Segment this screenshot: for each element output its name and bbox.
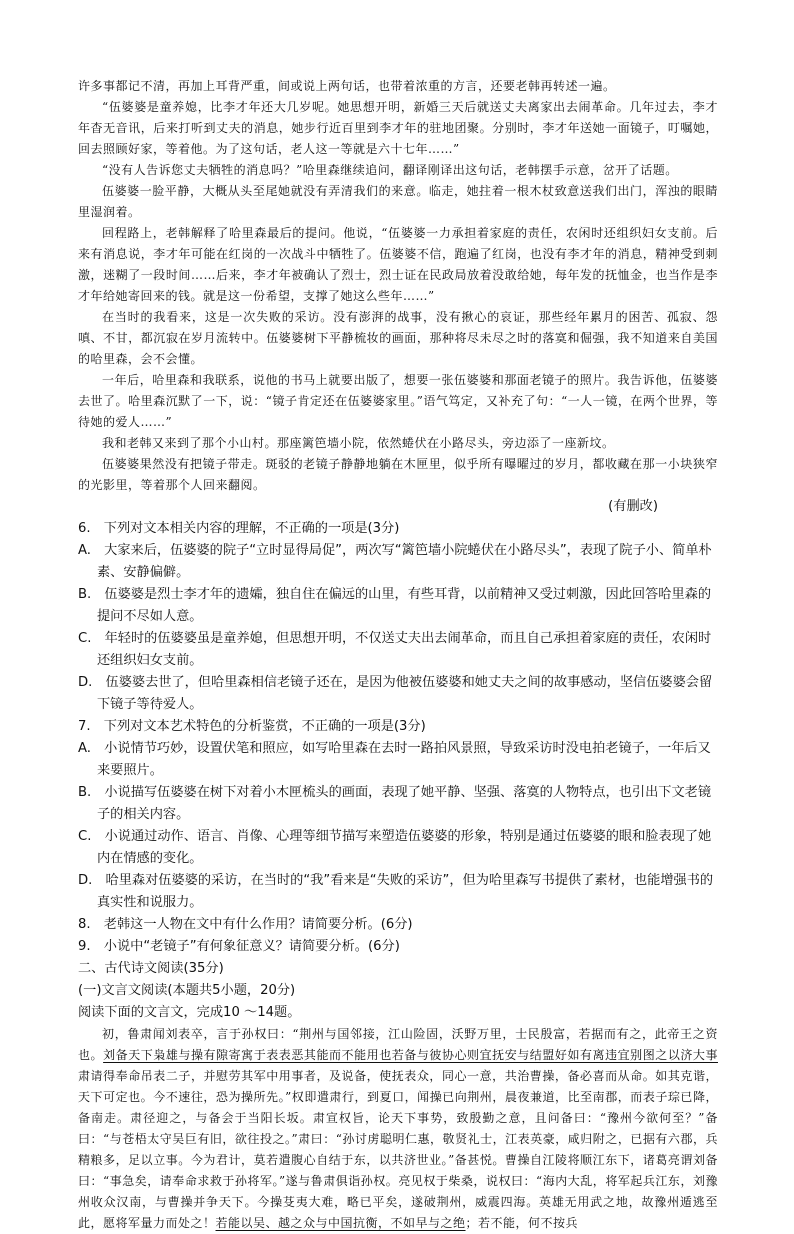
section-heading: 二、古代诗文阅读(35分) <box>78 961 224 976</box>
question-7: 7. 下列对文本艺术特色的分析鉴赏，不正确的一项是(3分) <box>78 719 426 734</box>
story-paragraph: 一年后，哈里森和我联系，说他的书马上就要出版了，想要一张伍婆婆和那面老镜子的照片。我告诉他，伍婆婆去世了。哈里森沉默了一下，说：“镜子肯定还在伍婆婆家里。”语气笃定，又补充了句：“一人一镜，在两个世界，等待她的爱人……” <box>78 373 718 429</box>
reading-instruction: 阅读下面的文言文，完成10 ～14题。 <box>78 1005 301 1020</box>
story-paragraph: “没有人告诉您丈夫牺牲的消息吗？”哈里森继续追问，翻译刚译出这句话，老韩摆手示意，岔开了话题。 <box>102 163 678 177</box>
underlined-sentence: 刘备天下枭雄与操有隙寄寓于表表恶其能而不能用也若备与彼协心则宜抚安与结盟好如有离违宜别图之以济大事 <box>103 1048 718 1062</box>
question-6-option-a: A. 大家来后，伍婆婆的院子“立时显得局促”，两次写“篱笆墙小院蜷伏在小路尽头”，表现了院子小、简单朴素、安静偏僻。 <box>78 543 712 580</box>
classical-passage <box>78 1024 718 1234</box>
question-6-option-d: D. 伍婆婆去世了，但哈里森相信老镜子还在，是因为他被伍婆婆和她丈夫之间的故事感动，坚信伍婆婆会留下镜子等待爱人。 <box>78 675 713 712</box>
question-7-option-a: A. 小说情节巧妙，设置伏笔和照应，如写哈里森在去时一路拍风景照，导致采访时没电拍老镜子，一年后又来要照片。 <box>78 741 711 778</box>
story-paragraph: 我和老韩又来到了那个小山村。那座篱笆墙小院，依然蜷伏在小路尽头，旁边添了一座新坟。 <box>102 436 615 450</box>
underlined-sentence: 若能以吴、越之众与中国抗衡，不如早与之绝 <box>215 1216 466 1230</box>
question-6-option-b: B. 伍婆婆是烈士李才年的遗孀，独自住在偏远的山里，有些耳背，以前精神又受过刺激，因此回答哈里森的提问不尽如人意。 <box>78 587 712 624</box>
question-8: 8. 老韩这一人物在文中有什么作用？请简要分析。(6分) <box>78 917 413 932</box>
question-7-option-d: D. 哈里森对伍婆婆的采访，在当时的“我”看来是“失败的采访”，但为哈里森写书提供了素材，也能增强书的真实性和说服力。 <box>78 873 714 910</box>
classical-text: 初，鲁肃闻刘表卒，言于孙权曰：“荆州与国邻接，江山险固，沃野万里，士民殷富，若据而有之，此帝王之资也。 <box>78 1027 718 1062</box>
story-paragraph: 许多事都记不清，再加上耳背严重，间或说上两句话，也带着浓重的方言，还要老韩再转述一遍。 <box>78 79 616 93</box>
story-paragraph: “伍婆婆是童养媳，比李才年还大几岁呢。她思想开明，新婚三天后就送丈夫离家出去闹革命。几年过去，李才年杳无音讯，后来打听到丈夫的消息，她步行近百里到李才年的驻地团聚。分别时，李才年送她一面镜子，叮嘱她，回去照顾好家，等着他。为了这句话，老人这一等就是六十七年……” <box>78 100 718 156</box>
question-6: 6. 下列对文本相关内容的理解，不正确的一项是(3分) <box>78 521 400 536</box>
story-paragraph: 伍婆婆果然没有把镜子带走。斑驳的老镜子静静地躺在木匣里，似乎所有曝曜过的岁月，都收藏在那一小块狭窄的光影里，等着那个人回来翻阅。 <box>78 457 718 492</box>
question-7-option-c: C. 小说通过动作、语言、肖像、心理等细节描写来塑造伍婆婆的形象，特别是通过伍婆婆的眼和脸表现了她内在情感的变化。 <box>78 829 712 866</box>
question-6-option-c: C. 年轻时的伍婆婆虽是童养媳，但思想开明，不仅送丈夫出去闹革命，而且自己承担着家庭的责任，农闲时还组织妇女支前。 <box>78 631 712 668</box>
exam-page <box>78 76 718 1234</box>
story-paragraph: 在当时的我看来，这是一次失败的采访。没有澎湃的战事，没有揪心的哀证，那些经年累月的困苦、孤寂、怨嗔、不甘，都沉寂在岁月流转中。伍婆婆树下平静梳妆的画面，那种将尽未尽之时的落寞和倔强，我不知道来自美国的哈里森，会不会懂。 <box>78 310 718 366</box>
question-9: 9. 小说中“老镜子”有何象征意义？请简要分析。(6分) <box>78 939 400 954</box>
story-paragraph: 伍婆婆一脸平静，大概从头至尾她就没有弄清我们的来意。临走，她拄着一根木杖致意送我们出门，浑浊的眼睛里湿润着。 <box>78 184 718 219</box>
subsection-heading: (一)文言文阅读(本题共5小题，20分) <box>78 983 296 998</box>
classical-text: 肃请得奉命吊表二子，并慰劳其军中用事者，及说备，使抚表众，同心一意，共治曹操，备必喜而从命。如其克谐，天下可定也。今不速往，恐为操所先。”权即遣肃行，到夏口，闻操已向荆州，晨夜兼道，比至南郡，而表子琮已降，备南走。肃径迎之，与备会于当阳长坂。肃宣权旨，论天下事势，致殷勤之意，且问备曰：“豫州今欲何至？”备曰：“与苍梧太守吴巨有旧，欲往投之。”肃曰：“孙讨虏聪明仁惠，敬贤礼士，江表英豪，咸归附之，已据有六郡，兵精粮多，足以立事。今为君计，莫若遣腹心自结于东，以共济世业。”备甚悦。曹操自江陵将顺江东下，诸葛亮谓刘备曰：“事急矣，请奉命求救于孙将军。”遂与鲁肃俱诣孙权。亮见权于柴桑，说权曰：“海内大乱，将军起兵江东，刘豫州收众汉南，与曹操并争天下。今操芟夷大难，略已平矣，遂破荆州，威震四海。英雄无用武之地，故豫州遁逃至此，愿将军量力而处之！ <box>78 1069 718 1230</box>
edit-note: (有删改) <box>608 499 658 514</box>
story-paragraph: 回程路上，老韩解释了哈里森最后的提问。他说，“伍婆婆一力承担着家庭的责任，农闲时还组织妇女支前。后来有消息说，李才年可能在红岗的一次战斗中牺牲了。伍婆婆不信，跑遍了红岗，也没有李才年的消息，精神受到刺激，迷糊了一段时间……后来，李才年被确认了烈士，烈士证在民政局放着没敢给她，每年发的抚恤金，也当作是李才年给她寄回来的钱。就是这一份希望，支撑了她这么些年……” <box>78 226 718 303</box>
classical-text: ；若不能，何不按兵 <box>465 1216 579 1230</box>
question-7-option-b: B. 小说描写伍婆婆在树下对着小木匣梳头的画面，表现了她平静、坚强、落寞的人物特点，也引出下文老镜子的相关内容。 <box>78 785 712 822</box>
